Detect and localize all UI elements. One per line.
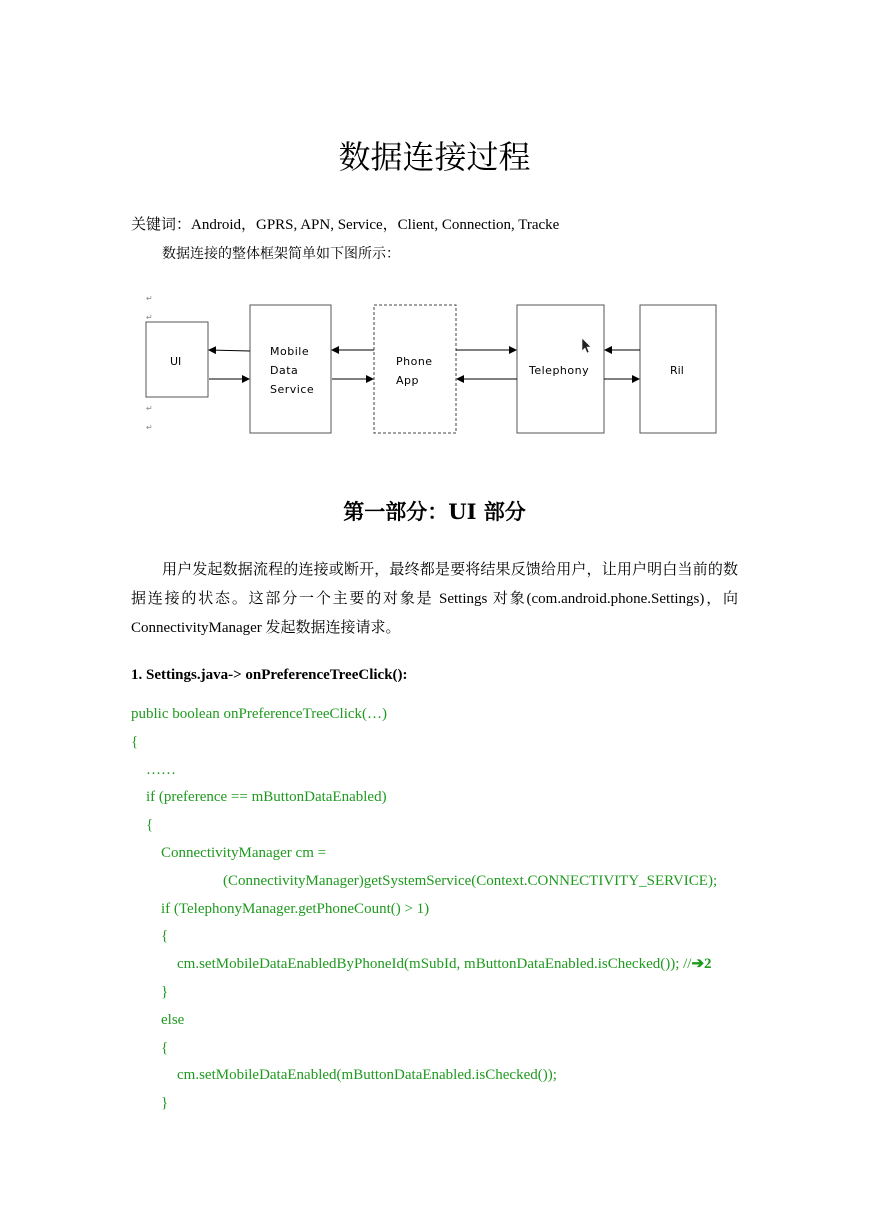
code-line: (ConnectivityManager)getSystemService(Context.CONNECTIVITY_SERVICE);: [223, 872, 718, 889]
code-line: {: [161, 928, 169, 945]
code-line: {: [161, 1039, 169, 1056]
return-mark: ↵: [146, 423, 153, 432]
code-line: ……: [146, 761, 176, 778]
body-paragraph: [131, 556, 738, 643]
code-line: }: [161, 983, 169, 1000]
phone-label-line1: Phone: [396, 355, 433, 368]
code-line: if (preference == mButtonDataEnabled): [146, 789, 387, 806]
return-mark: ↵: [146, 294, 153, 303]
ril-label: Ril: [670, 364, 684, 377]
paragraph-line: ConnectivityManager 发起数据连接请求。: [131, 620, 401, 636]
page-title: 数据连接过程: [338, 138, 531, 176]
code-line: }: [161, 1095, 169, 1112]
return-mark: ↵: [146, 313, 153, 322]
architecture-diagram: [0, 285, 869, 445]
telephony-label: Telephony: [529, 364, 590, 377]
section-heading: 第一部分：UI 部分: [343, 499, 526, 524]
return-mark: ↵: [146, 404, 153, 413]
intro-line: 数据连接的整体框架简单如下图所示：: [162, 246, 400, 262]
phone-app-box: [374, 305, 456, 433]
phone-label-line2: App: [396, 374, 419, 387]
code-line: if (TelephonyManager.getPhoneCount() > 1): [161, 900, 430, 917]
mobile-label-line3: Service: [270, 383, 315, 396]
code-line-text: cm.setMobileDataEnabledByPhoneId(mSubId, mButtonDataEnabled.isChecked()); //: [177, 956, 692, 973]
keywords-line: 关键词：Android，GPRS, APN, Service，Client, Connection, Tracke: [131, 217, 560, 233]
code-block: [131, 701, 717, 1118]
mobile-label-line1: Mobile: [270, 345, 310, 358]
code-line: ConnectivityManager cm =: [161, 844, 327, 861]
arrow-reference: ➔2: [691, 956, 712, 973]
code-line: {: [146, 817, 154, 834]
arrow-mds-to-ui: [209, 350, 250, 351]
subheading: 1. Settings.java-> onPreferenceTreeClick():: [131, 667, 408, 683]
ui-label: UI: [170, 355, 182, 368]
code-line: cm.setMobileDataEnabled(mButtonDataEnabled.isChecked());: [177, 1067, 557, 1084]
paragraph-line: 用户发起数据流程的连接或断开，最终都是要将结果反馈给用户，让用户明白当前的数: [162, 562, 738, 578]
code-line: public boolean onPreferenceTreeClick(…): [131, 706, 388, 722]
paragraph-line: 据连接的状态。这部分一个主要的对象是 Settings 对象(com.android.phone.Settings)，向: [131, 591, 738, 607]
code-line-with-arrow: [131, 951, 717, 979]
mobile-label-line2: Data: [270, 364, 299, 377]
code-line: else: [161, 1011, 185, 1028]
code-line: {: [131, 733, 139, 750]
